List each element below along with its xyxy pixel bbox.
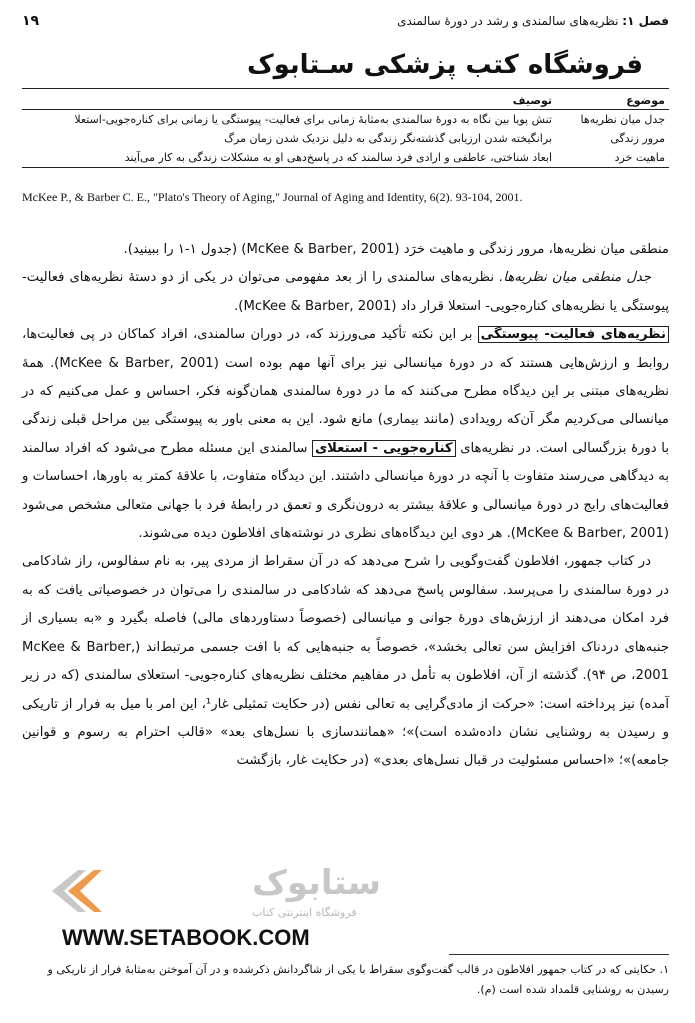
chapter-label: فصل ۱:: [622, 14, 669, 28]
watermark-banner: فروشگاه کتب پزشکی سـتابوک: [247, 50, 644, 80]
paragraph: در کتاب جمهور، افلاطون گفت‌وگویی را شرح می‌دهد که در آن سقراط از مردی پیر، به نام سفالوس، راز شادکامی در دورهٔ سالمندی را می‌پرسد. سفالوس پاسخ می‌دهد که شادکامی در سالمندی را می‌توان در خصوصیاتی یافت که به فرد امکان می‌دهند از ارزش‌های دورهٔ جوانی و میانسالی (خصوصاً دستاوردهای مالی) فاصله بگیرد و «به بسیاری از جنبه‌های دردناک افزایش سن تعالی بخشد»، خصوصاً به جنبه‌هایی که با افت جسمی مرتبط‌اند (McKee & Barber, 2001، ص ۹۴). گذشته از آن، افلاطون به تأمل در مفاهیم مختلف نظریه‌های کناره‌جویی- استعلای سالمندی (که در زیر آمده) نیز پرداخته است: «حرکت از مادی‌گرایی به تعالی نفس (در حکایت تمثیلی غار¹، این امر با میل به فرار از تاریکی و رسیدن به روشنایی نشان داده‌شده است)»؛ «همانندسازی با نسل‌های بعد» «قالب احترام به رسوم و قوانین جامعه)»؛ «احساس مسئولیت در قبال نسل‌های بعدی» (در حکایت غار، بازگشت: [22, 554, 669, 769]
table-header-description: توصیف: [22, 92, 556, 110]
logo-tagline: فروشگاه اینترنتی کتاب: [252, 906, 357, 919]
table-cell-topic: جدل میان نظریه‌ها: [580, 113, 665, 126]
table-row: [22, 110, 669, 130]
table-cell-description: برانگیخته شدن ارزیابی گذشته‌نگر زندگی به دلیل نزدیک شدن زمان مرگ: [224, 132, 552, 145]
footnote: ۱. حکایتی که در کتاب جمهور افلاطون در قالب گفت‌وگوی سقراط با یکی از شاگردانش ذکرشده و در آن آموختن به‌مثابهٔ فرار از تاریکی و رسیدن به روشنایی قلمداد شده است (م).: [47, 963, 669, 996]
page-number: ۱۹: [22, 13, 40, 29]
setabook-logo: [52, 856, 381, 926]
site-url: WWW.SETABOOK.COM: [62, 925, 310, 950]
table-cell-description: ابعاد شناختی، عاطفی و ارادی فرد سالمند که در پاسخ‌دهی او به مشکلات زندگی به کار می‌آیند: [22, 148, 556, 168]
paragraph-text: نظریه‌های سالمندی را از بعد مفهومی می‌توان در یکی از دو دستهٔ نظریه‌های فعالیت- پیوستگی یا نظریه‌های کناره‌جویی- استعلا قرار داد (McKee & Barber, 2001).: [22, 270, 669, 314]
chapter-name: نظریه‌های سالمندی و رشد در دورهٔ سالمندی: [397, 14, 619, 28]
paragraph-text: سالمندی این مسئله مطرح می‌شود که افراد سالمند به دیدگاهی می‌رسند متفاوت با آنچه در دورهٔ میانسالی داشتند. این دیدگاه متفاوت، با علاقهٔ کمتر به باورها، احساسات و فعالیت‌های رایج در دورهٔ میانسالی و علاقهٔ بیشتر به درون‌نگری و تعمق در رابطهٔ فرد با جهانی متعالی مشخص می‌شود (McKee & Barber, 2001). هر دوی این دیدگاه‌های نظری در نوشته‌های افلاطون دیده می‌شوند.: [22, 440, 669, 542]
table-header-row: [22, 92, 669, 110]
key-term: نظریه‌های فعالیت- پیوستگی: [478, 326, 669, 343]
key-term: کناره‌جویی - استعلای: [312, 440, 455, 457]
paragraph: [22, 321, 669, 548]
table-header-topic: موضوع: [556, 92, 669, 110]
paragraph: منطقی میان نظریه‌ها، مرور زندگی و ماهیت خرَد (McKee & Barber, 2001) (جدول ۱-۱ را ببینید).: [123, 242, 669, 257]
table-cell-topic: ماهیت خرد: [556, 148, 669, 168]
section-run-in-heading: جدل منطقی میان نظریه‌ها.: [499, 270, 651, 286]
summary-table: [22, 92, 669, 168]
body-text: [22, 236, 669, 776]
table-cell-description: تنش پویا بین نگاه به دورهٔ سالمندی به‌مثابهٔ زمانی برای فعالیت- پیوستگی یا زمانی برای کناره‌جویی-استعلا: [74, 113, 552, 126]
table-source: McKee P., & Barber C. E., "Plato's Theory of Aging," Journal of Aging and Identity, 6(2). 93-104, 2001.: [22, 190, 523, 204]
logo-wordmark: ستابوک: [252, 863, 381, 903]
running-head: [22, 10, 669, 32]
table-cell-topic: مرور زندگی: [610, 132, 665, 145]
table-row: [22, 129, 669, 148]
table-row: [22, 148, 669, 168]
table-top-rule: [22, 88, 669, 89]
footnote-rule: [449, 954, 669, 955]
paragraph: [22, 264, 669, 321]
chapter-title: [397, 14, 669, 28]
logo-graphic: [52, 856, 381, 926]
paragraph-text: بر این نکته تأکید می‌ورزند که، در دوران سالمندی، افراد کماکان در پی فعالیت‌ها، روابط و ارزش‌هایی هستند که در دورهٔ میانسالی نیز برای آنها مهم بوده است (McKee & Barber, 2001). همهٔ نظریه‌های مبتنی بر این دیدگاه مطرح می‌کنند که ما در دورهٔ سالمندی همان‌گونه فکر، احساس و عمل می‌کنیم که در میانسالی می‌کردیم مگر آن‌که رویدادی (مانند بیماری) مانع شود. این به معنی باور به پیوستگی بین مراحل قبلی زندگی با دورهٔ بزرگسالی است. در نظریه‌های: [22, 327, 669, 456]
